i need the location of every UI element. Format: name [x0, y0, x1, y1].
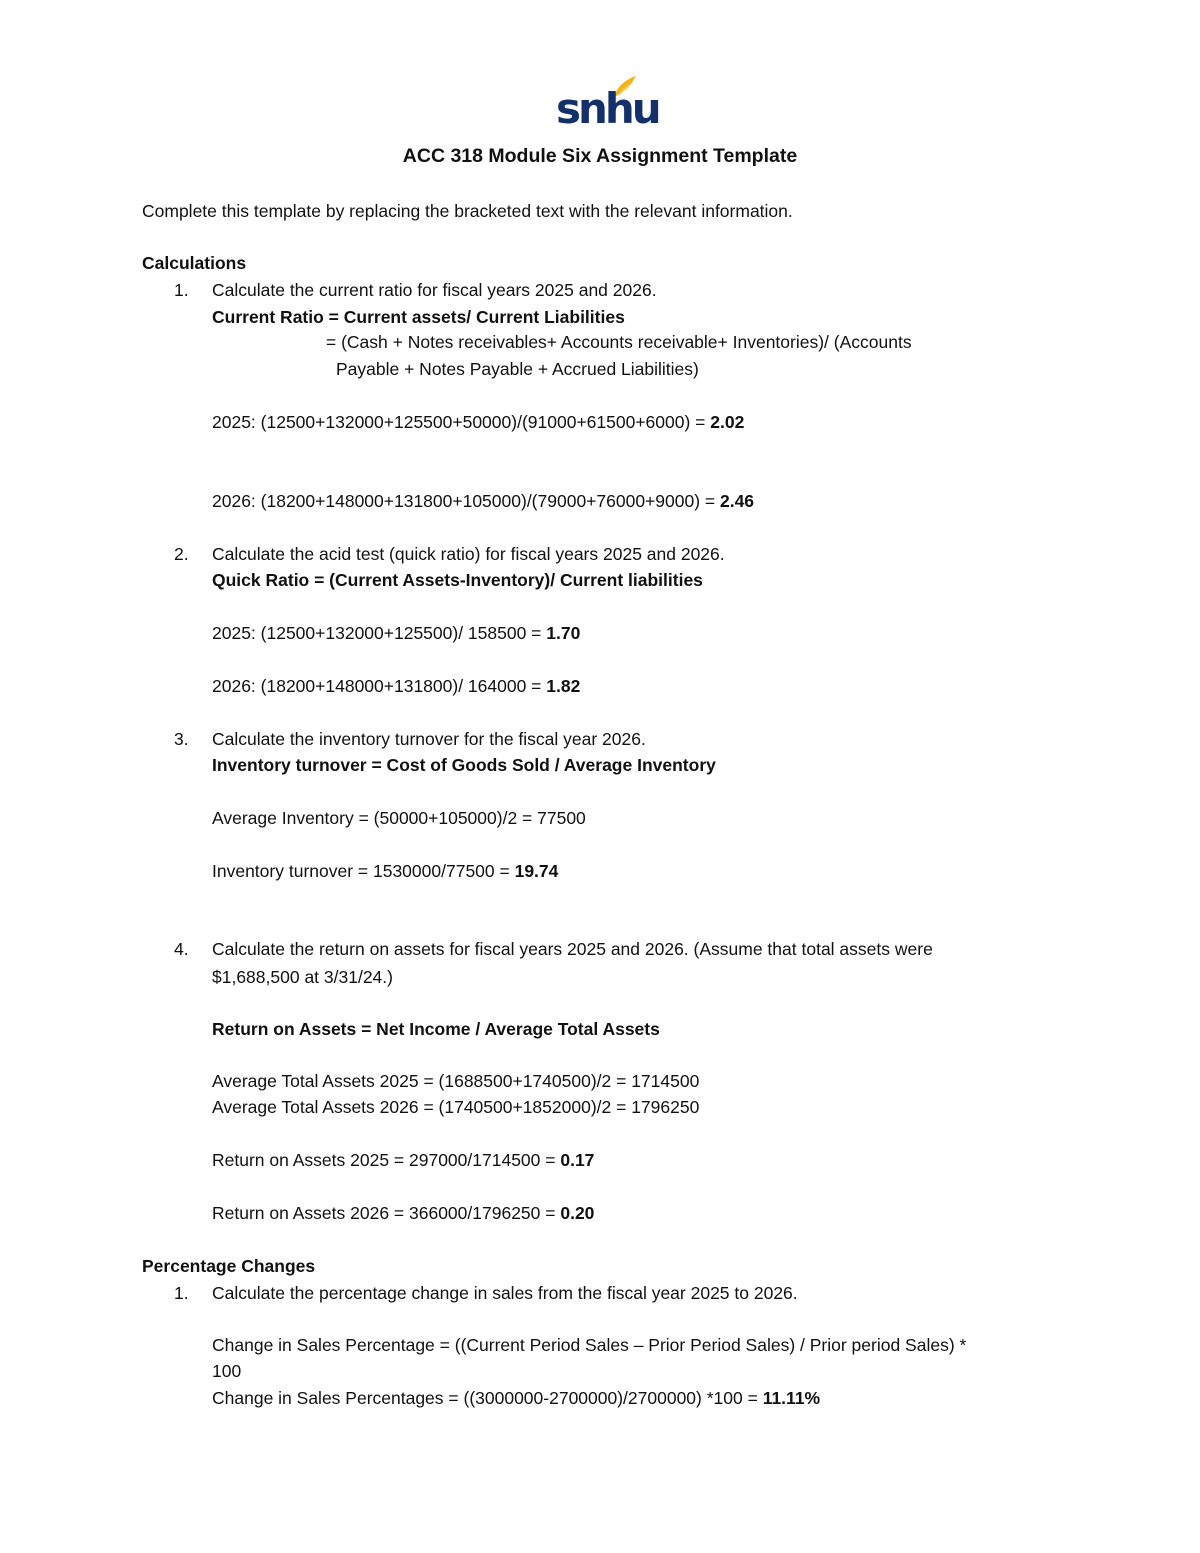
- question-text: Calculate the percentage change in sales from the fiscal year 2025 to 2026.: [212, 1283, 798, 1303]
- calculation-expression: 2025: (12500+132000+125500+50000)/(91000+61500+6000) =: [212, 412, 711, 432]
- list-number: 2.: [174, 544, 189, 564]
- calculation-line: [212, 1387, 820, 1409]
- formula-text: Quick Ratio = (Current Assets-Inventory)/ Current liabilities: [212, 570, 703, 590]
- question-text: Calculate the current ratio for fiscal years 2025 and 2026.: [212, 280, 657, 300]
- calculations-heading: Calculations: [142, 253, 247, 273]
- calculation-line: Average Total Assets 2026 = (1740500+1852000)/2 = 1796250: [212, 1097, 700, 1117]
- formula-text: Change in Sales Percentage = ((Current Period Sales – Prior Period Sales) / Prior period Sales) *: [212, 1335, 967, 1355]
- question-text: $1,688,500 at 3/31/24.): [212, 967, 393, 987]
- calculation-line: Average Inventory = (50000+105000)/2 = 77500: [212, 808, 586, 828]
- page-title: ACC 318 Module Six Assignment Template: [402, 145, 798, 167]
- list-number: 1.: [174, 1283, 189, 1303]
- formula-expansion: Payable + Notes Payable + Accrued Liabilities): [336, 359, 699, 379]
- formula-text: 100: [212, 1361, 242, 1381]
- calculation-line: [212, 1149, 594, 1171]
- formula-text: Return on Assets = Net Income / Average Total Assets: [212, 1019, 660, 1039]
- formula-expansion: = (Cash + Notes receivables+ Accounts receivable+ Inventories)/ (Accounts: [326, 332, 912, 352]
- snhu-logo: [556, 74, 659, 133]
- intro-text: Complete this template by replacing the bracketed text with the relevant information.: [142, 201, 793, 221]
- calculation-expression: Return on Assets 2026 = 366000/1796250 =: [212, 1203, 561, 1223]
- formula-text: Current Ratio = Current assets/ Current Liabilities: [212, 307, 625, 327]
- calculation-expression: Return on Assets 2025 = 297000/1714500 =: [212, 1150, 561, 1170]
- calculation-line: [212, 860, 558, 882]
- calculation-line: [212, 622, 580, 644]
- formula-text: Inventory turnover = Cost of Goods Sold / Average Inventory: [212, 755, 716, 775]
- calculation-expression: 2026: (18200+148000+131800+105000)/(79000+76000+9000) =: [212, 491, 720, 511]
- calculation-expression: 2026: (18200+148000+131800)/ 164000 =: [212, 676, 547, 696]
- calculation-line: [212, 1202, 594, 1224]
- calculation-result: 19.74: [514, 861, 559, 881]
- list-number: 3.: [174, 729, 189, 749]
- calculation-result: 0.20: [560, 1203, 595, 1223]
- calculation-expression: Inventory turnover = 1530000/77500 =: [212, 861, 515, 881]
- list-number: 4.: [174, 939, 189, 959]
- question-text: Calculate the return on assets for fiscal years 2025 and 2026. (Assume that total assets were: [212, 939, 933, 959]
- calculation-line: [212, 411, 744, 433]
- calculation-line: Average Total Assets 2025 = (1688500+1740500)/2 = 1714500: [212, 1071, 700, 1091]
- calculation-expression: 2025: (12500+132000+125500)/ 158500 =: [212, 623, 547, 643]
- calculation-result: 2.02: [710, 412, 745, 432]
- calculation-expression: Change in Sales Percentages = ((3000000-2700000)/2700000) *100 =: [212, 1388, 763, 1408]
- calculation-result: 0.17: [560, 1150, 595, 1170]
- logo-wordmark: snhu: [556, 84, 659, 133]
- list-number: 1.: [174, 280, 189, 300]
- calculation-result: 11.11%: [762, 1388, 821, 1408]
- calculation-result: 1.70: [546, 623, 581, 643]
- calculation-result: 1.82: [546, 676, 581, 696]
- percentage-changes-heading: Percentage Changes: [142, 1256, 316, 1276]
- question-text: Calculate the inventory turnover for the fiscal year 2026.: [212, 729, 646, 749]
- calculation-line: [212, 675, 580, 697]
- calculation-line: [212, 490, 754, 512]
- calculation-result: 2.46: [719, 491, 755, 511]
- question-text: Calculate the acid test (quick ratio) for fiscal years 2025 and 2026.: [212, 544, 725, 564]
